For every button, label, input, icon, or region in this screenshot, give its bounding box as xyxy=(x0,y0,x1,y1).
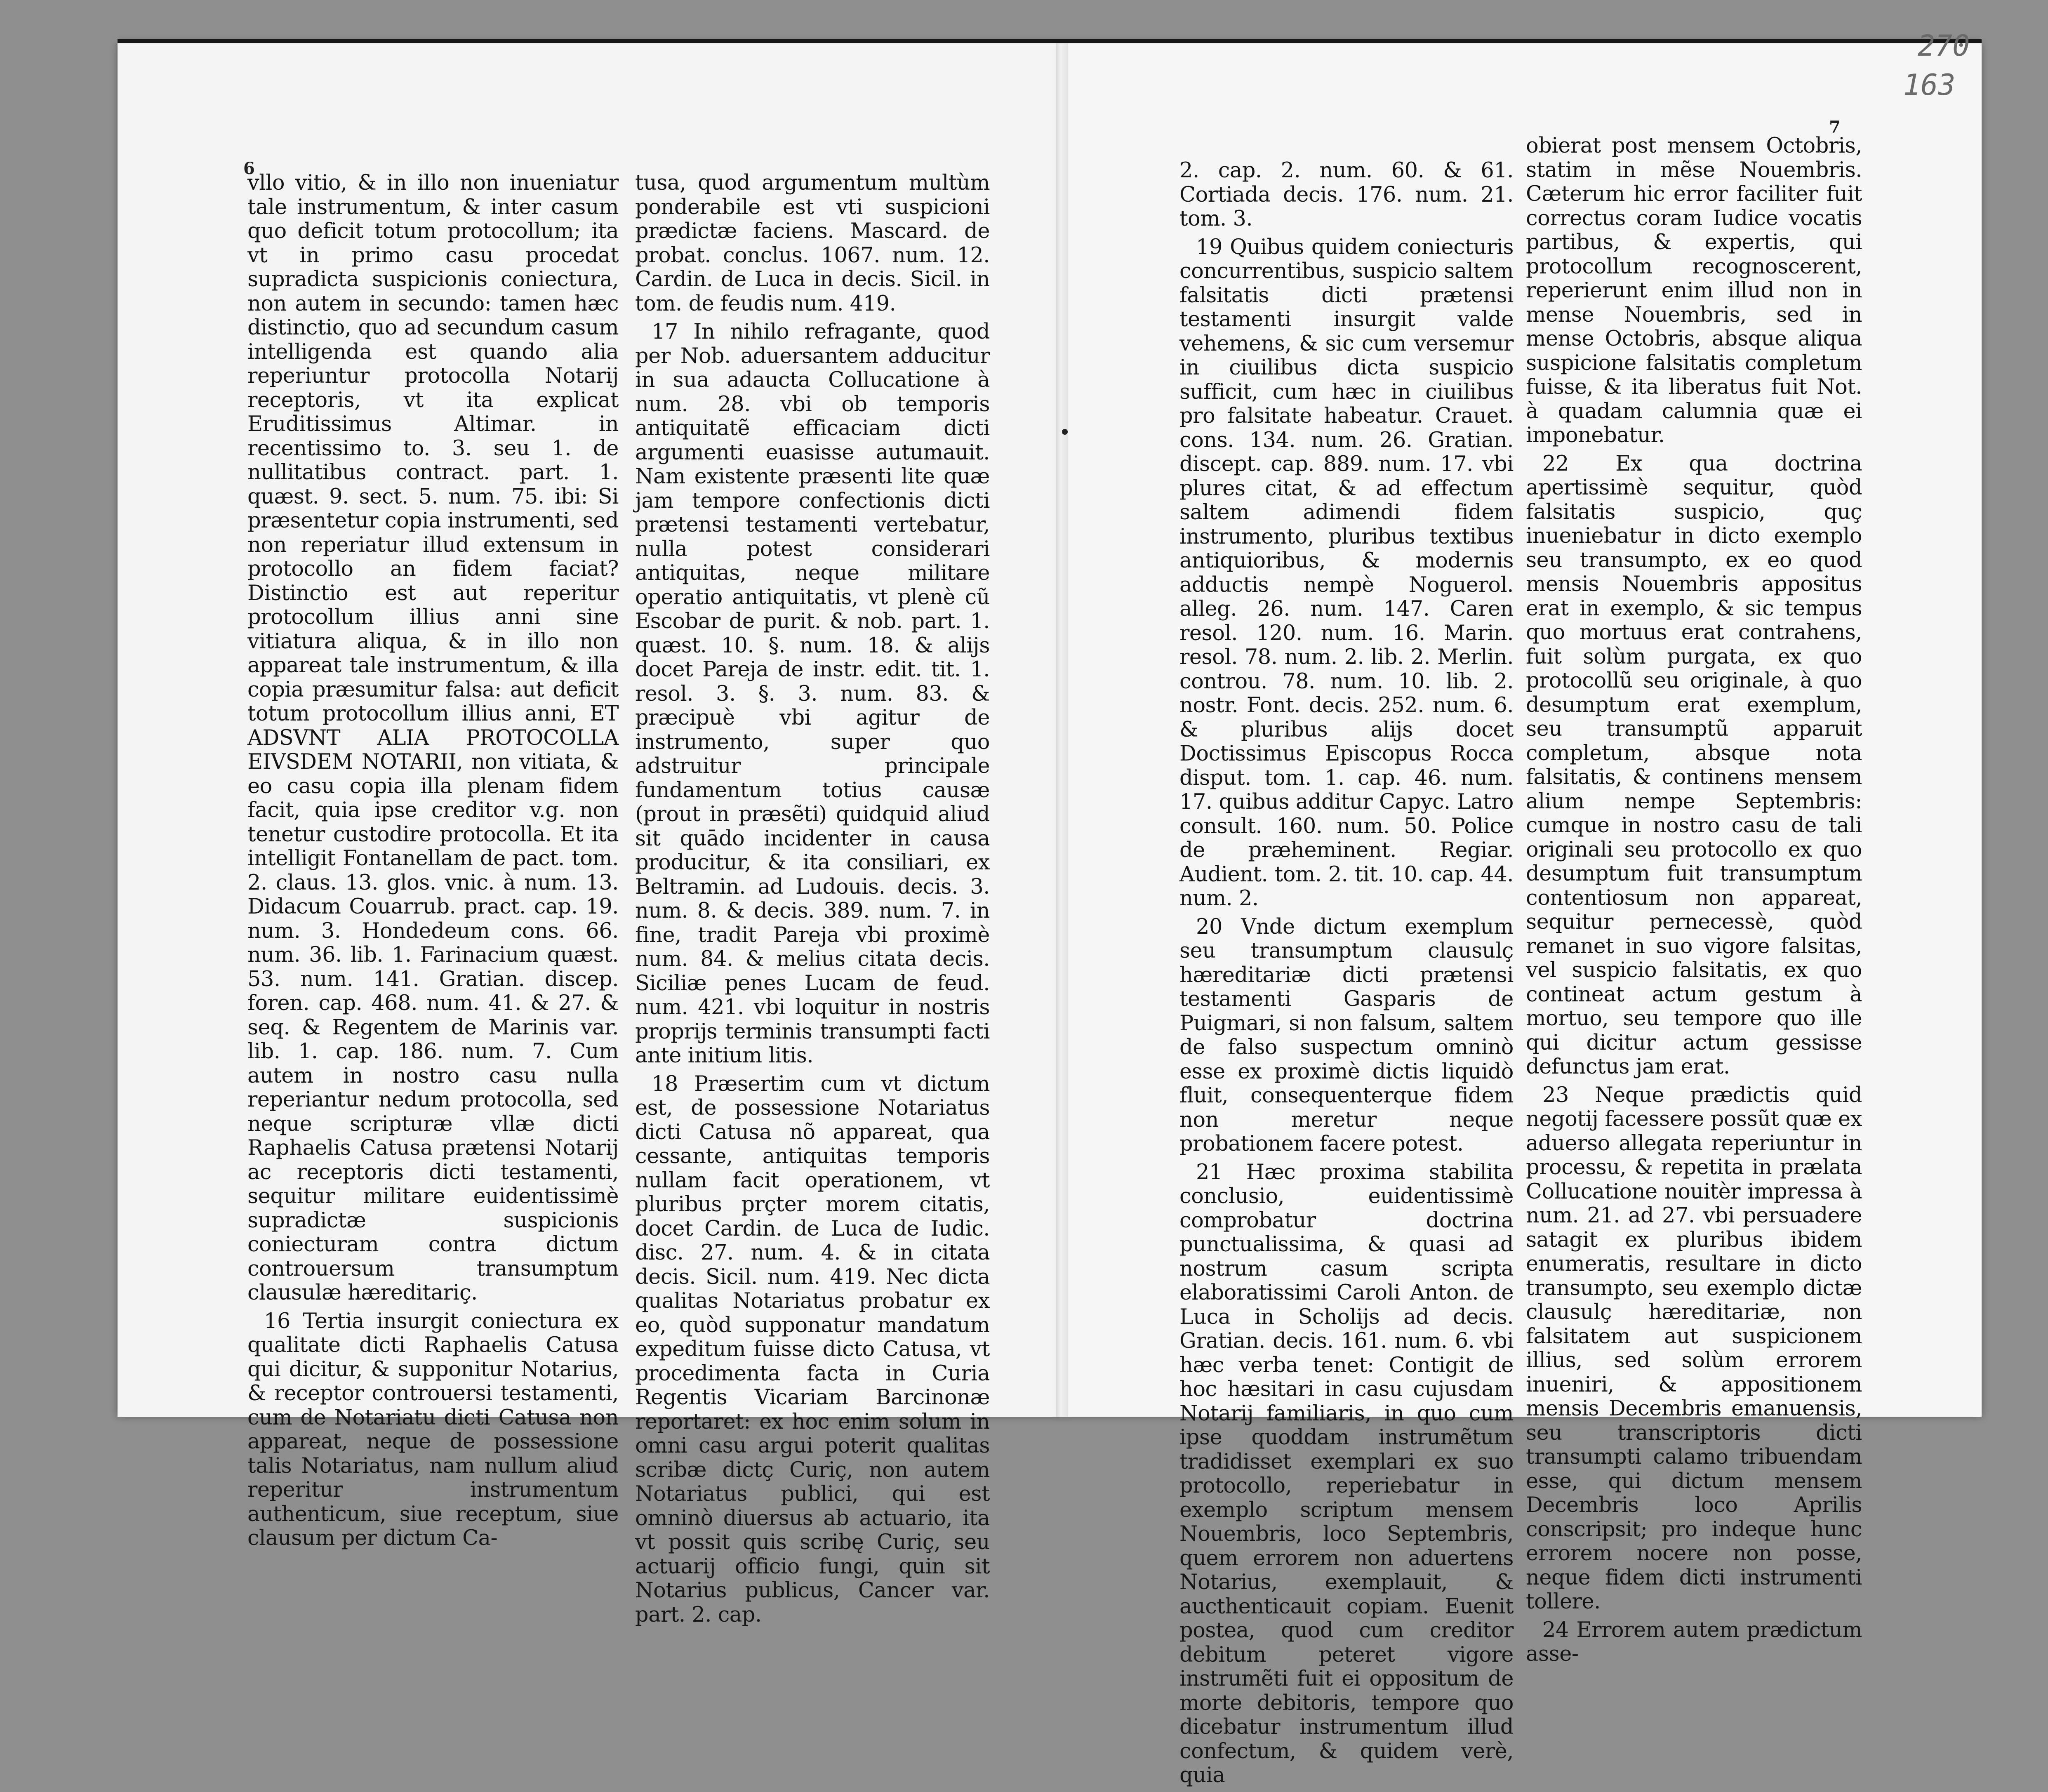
right-page-number: 7 xyxy=(1829,118,1841,137)
paragraph: vllo vitio, & in illo non inueniatur tale instrumentum, & inter casum quo deficit totum protocollum; ita vt in primo casu procedat supradicta suspicionis coniectura, non autem in secundo: tamen hæc distinctio, quo ad secundum casum intelligenda est quando alia reperiuntur protocolla Notarij receptoris, vt ita explicat Eruditissimus Altimar. in recentissimo to. 3. seu 1. de nullitatibus contract. part. 1. quæst. 9. sect. 5. num. 75. ibi: Si præsentetur copia instrumenti, sed non reperiatur illud extensum in protocollo an fidem faciat? Distinctio est aut reperitur protocollum illius anni sine vitiatura aliqua, & in illo non appareat tale instrumentum, & illa copia præsumitur falsa: aut deficit totum protocollum illius anni, ET ADSVNT ALIA PROTOCOLLA EIVSDEM NOTARII, non vitiata, & eo casu copia illa plenam fidem facit, quia ipse creditor v.g. non tenetur custodire protocolla. Et ita intelligit Fontanellam de pact. tom. 2. claus. 13. glos. vnic. à num. 13. Didacum Couarrub. pract. cap. 19. num. 3. Hondedeum cons. 66. num. 36. lib. 1. Farinacium quæst. 53. num. 141. Gratian. discep. foren. cap. 468. num. 41. & 27. & seq. & Regentem de Marinis var. lib. 1. cap. 186. num. 7. Cum autem in nostro casu nulla reperiantur nedum protocolla, sed neque scripturæ vllæ dicti Raphaelis Catusa prætensi Notarij ac receptoris dicti testamenti, sequitur militare euidentissimè supradictæ suspicionis coniecturam contra dictum controuersum transumptum clausulæ hæreditariç. xyxy=(247,171,619,1305)
paragraph: 23 Neque prædictis quid negotij facessere possũt quæ ex aduerso allegata reperiuntur in processu, & repetita in prælata Collucatione nouitèr impressa à num. 21. ad 27. vbi persuadere satagit ex pluribus ibidem enumeratis, resultare in dicto transumpto, seu exemplo dictæ clausulç hæreditariæ, non falsitatem aut suspicionem illius, sed solùm errorem inueniri, & appositionem mensis Decembris emanuensis, seu transcriptoris dicti transumpti calamo tribuendam esse, qui dictum mensem Decembris loco Aprilis conscripsit; pro indeque hunc errorem nocere non posse, neque fidem dicti instrumenti tollere. xyxy=(1526,1083,1862,1614)
left-page-column-1 xyxy=(247,171,619,1555)
book-gutter xyxy=(1056,43,1068,1417)
paragraph: 16 Tertia insurgit coniectura ex qualitate dicti Raphaelis Catusa qui dicitur, & supponitur Notarius, & receptor controuersi testamenti, cum de Notariatu dicti Catusa non appareat, neque de possessione talis Notariatus, nam nullum aliud reperitur instrumentum authenticum, siue receptum, siue clausum per dictum Ca- xyxy=(247,1309,619,1550)
folio-number-handwritten-2: 163 xyxy=(1903,68,1956,102)
paragraph: obierat post mensem Octobris, statim in mẽse Nouembris. Cæterum hic error faciliter fuit correctus coram Iudice vocatis partibus, & expertis, qui protocollum recognoscerent, reperierunt enim illud non in mense Nouembris, sed in mense Octobris, absque aliqua suspicione falsitatis completum fuisse, & ita liberatus fuit Not. à quadam calumnia quæ ei imponebatur. xyxy=(1526,134,1862,447)
paragraph: 18 Præsertim cum vt dictum est, de possessione Notariatus dicti Catusa nõ appareat, qua cessante, antiquitas temporis nullam facit operationem, vt pluribus prçter morem citatis, docet Cardin. de Luca de Iudic. disc. 27. num. 4. & in citata decis. Sicil. num. 419. Nec dicta qualitas Notariatus probatur ex eo, quòd supponatur mandatum expeditum fuisse dicto Catusa, vt procedimenta facta in Curia Regentis Vicariam Barcinonæ reportaret: ex hoc enim solum in omni casu argui poterit qualitas scribæ dictç Curiç, non autem Notariatus publici, qui est omninò diuersus ab actuario, ita vt possit quis scribę Curiç, seu actuarij officio fungi, quin sit Notarius publicus, Cancer var. part. 2. cap. xyxy=(635,1071,990,1627)
paragraph: 20 Vnde dictum exemplum seu transumptum clausulç hæreditariæ dicti prætensi testamenti Gasparis de Puigmari, si non falsum, saltem de falso suspectum omninò esse ex proximè dictis liquidò fluit, consequenterque fidem non meretur neque probationem facere potest. xyxy=(1179,914,1514,1156)
paragraph: 19 Quibus quidem coniecturis concurrentibus, suspicio saltem falsitatis dicti prætensi testamenti insurgit valde vehemens, & sic cum versemur in ciuilibus dicta suspicio sufficit, cum hæc in ciuilibus pro falsitate habeatur. Crauet. cons. 134. num. 26. Gratian. discept. cap. 889. num. 17. vbi plures citat, & ad effectum saltem adimendi fidem instrumento, pluribus textibus antiquioribus, & modernis adductis nempè Noguerol. alleg. 26. num. 147. Caren resol. 120. num. 16. Marin. resol. 78. num. 2. lib. 2. Merlin. controu. 78. num. 10. lib. 2. nostr. Font. decis. 252. num. 6. & pluribus alijs docet Doctissimus Episcopus Rocca disput. tom. 1. cap. 46. num. 17. quibus additur Capyc. Latro consult. 160. num. 50. Police de præheminent. Regiar. Audient. tom. 2. tit. 10. cap. 44. num. 2. xyxy=(1179,235,1514,911)
paragraph: tusa, quod argumentum multùm ponderabile est vti suspicioni prædictæ faciens. Mascard. de probat. conclus. 1067. num. 12. Cardin. de Luca in decis. Sicil. in tom. de feudis num. 419. xyxy=(635,171,990,316)
right-page-column-1 xyxy=(1179,159,1514,1792)
paragraph: 22 Ex qua doctrina apertissimè sequitur, quòd falsitatis suspicio, quç inueniebatur in dicto exemplo seu transumpto, ex eo quod mensis Nouembris appositus erat in exemplo, & sic tempus quo mortuus erat contrahens, fuit solùm purgata, ex quo protocollũ seu originale, à quo desumptum erat exemplum, seu transumptũ apparuit completum, absque nota falsitatis, & continens mensem alium nempe Septembris: cumque in nostro casu de tali originali seu protocollo ex quo desumptum fuit transumptum contentiosum non appareat, sequitur pernecessè, quòd remanet in suo vigore falsitas, vel suspicio falsitatis, ex quo contineat actum gestum à mortuo, seu tempore quo ille qui dicitur actum gessisse defunctus jam erat. xyxy=(1526,451,1862,1079)
folio-number-handwritten: 270 xyxy=(1918,29,1970,63)
paragraph: 21 Hæc proxima stabilita conclusio, euidentissimè comprobatur doctrina punctualissima, & quasi ad nostrum casum scripta elaboratissimi Caroli Anton. de Luca in Scholijs ad decis. Gratian. decis. 161. num. 6. vbi hæc verba tenet: Contigit de hoc hæsitari in casu cujusdam Notarij familiaris, in quo cum ipse quoddam instrumẽtum tradidisset exemplari ex suo protocollo, reperiebatur in exemplo scriptum mensem Nouembris, loco Septembris, quem errorem non aduertens Notarius, exemplauit, & aucthenticauit copiam. Euenit postea, quod cum creditor debitum peteret vigore instrumẽti fuit ei oppositum de morte debitoris, tempore quo dicebatur instrumentum illud confectum, & quidem verè, quia xyxy=(1179,1160,1514,1787)
left-page-column-2 xyxy=(635,171,990,1631)
right-page-column-2 xyxy=(1526,134,1862,1671)
paragraph: 17 In nihilo refragante, quod per Nob. aduersantem adducitur in sua adaucta Collucatione à num. 28. vbi ob temporis antiquitatẽ efficaciam dicti argumenti euasisse autumauit. Nam existente præsenti lite quæ jam tempore confectionis dicti prætensi testamenti vertebatur, nulla potest considerari antiquitas, neque militare operatio antiquitatis, vt plenè cũ Escobar de purit. & nob. part. 1. quæst. 10. §. num. 18. & alijs docet Pareja de instr. edit. tit. 1. resol. 3. §. 3. num. 83. & præcipuè vbi agitur de instrumento, super quo adstruitur principale fundamentum totius causæ (prout in præsẽti) quidquid aliud sit quādo incidenter in causa producitur, & ita consiliari, ex Beltramin. ad Ludouis. decis. 3. num. 8. & decis. 389. num. 7. in fine, tradit Pareja vbi proximè num. 84. & melius citata decis. Siciliæ penes Lucam de feud. num. 421. vbi loquitur in nostris proprijs terminis transumpti facti ante initium litis. xyxy=(635,320,990,1068)
paragraph: 24 Errorem autem prædictum asse- xyxy=(1526,1618,1862,1666)
left-page-number: 6 xyxy=(243,159,255,178)
paragraph: 2. cap. 2. num. 60. & 61. Cortiada decis. 176. num. 21. tom. 3. xyxy=(1179,158,1514,231)
ink-spot xyxy=(1062,429,1068,435)
